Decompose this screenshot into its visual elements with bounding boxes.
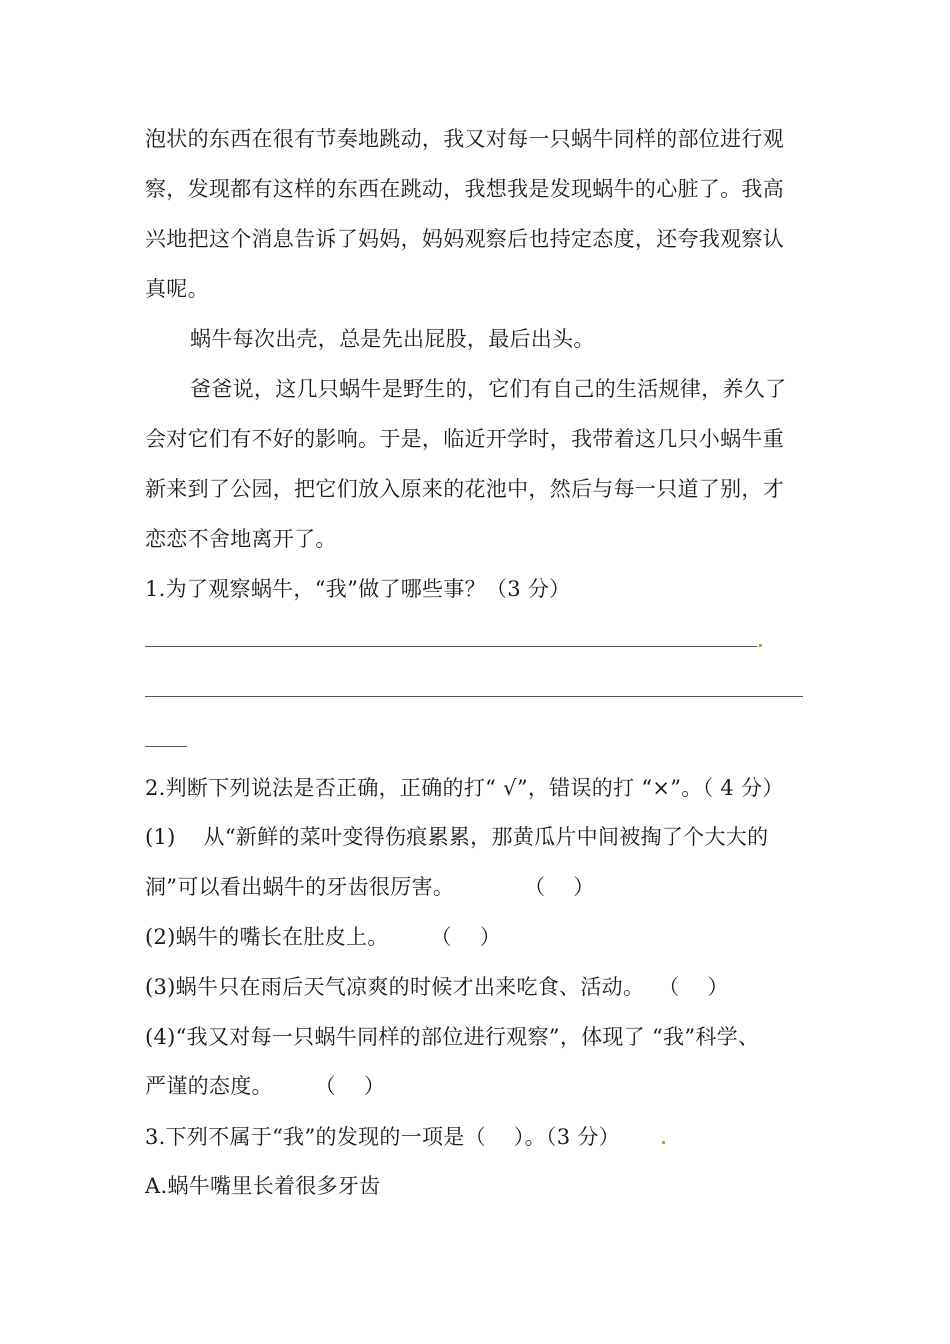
answer-line[interactable] xyxy=(145,696,803,697)
question-3: 3.下列不属于“我”的发现的一项是（ ）。（3 分） xyxy=(145,1125,620,1149)
question-2-item: (2)蜗牛的嘴长在肚皮上。 （ ） xyxy=(145,925,501,949)
passage-line: 新来到了公园，把它们放入原来的花池中，然后与每一只道了别，才 xyxy=(145,477,784,501)
question-2-item: 严谨的态度。 （ ） xyxy=(145,1074,386,1098)
question-3-option-a: A.蜗牛嘴里长着很多牙齿 xyxy=(145,1174,381,1198)
question-2-item: 洞”可以看出蜗牛的牙齿很厉害。 （ ） xyxy=(145,875,595,899)
passage-line: 恋恋不舍地离开了。 xyxy=(145,527,337,551)
passage-line: 兴地把这个消息告诉了妈妈，妈妈观察后也持定态度，还夸我观察认 xyxy=(145,227,784,251)
passage-line: 察，发现都有这样的东西在跳动，我想我是发现蜗牛的心脏了。我高 xyxy=(145,177,784,201)
stray-dot xyxy=(662,1141,665,1144)
stray-dot xyxy=(759,644,762,647)
passage-line: 爸爸说，这几只蜗牛是野生的，它们有自己的生活规律，养久了 xyxy=(190,377,787,401)
answer-line[interactable] xyxy=(145,746,187,747)
question-2-item: (1) 从“新鲜的菜叶变得伤痕累累，那黄瓜片中间被掏了个大大的 xyxy=(145,825,769,849)
passage-line: 泡状的东西在很有节奏地跳动，我又对每一只蜗牛同样的部位进行观 xyxy=(145,127,784,151)
question-2-item: (3)蜗牛只在雨后天气凉爽的时候才出来吃食、活动。 （ ） xyxy=(145,975,729,999)
passage-line: 真呢。 xyxy=(145,277,209,301)
passage-line: 会对它们有不好的影响。于是，临近开学时，我带着这几只小蜗牛重 xyxy=(145,427,784,451)
passage-paragraph: 蜗牛每次出壳，总是先出屁股，最后出头。 xyxy=(190,327,595,351)
question-2-item: (4)“我又对每一只蜗牛同样的部位进行观察”，体现了 “我”科学、 xyxy=(145,1025,760,1049)
question-1: 1.为了观察蜗牛，“我”做了哪些事？（3 分） xyxy=(145,577,571,601)
answer-line[interactable] xyxy=(145,646,757,647)
question-2: 2.判断下列说法是否正确，正确的打“ √”，错误的打 “×”。（ 4 分） xyxy=(145,776,784,800)
